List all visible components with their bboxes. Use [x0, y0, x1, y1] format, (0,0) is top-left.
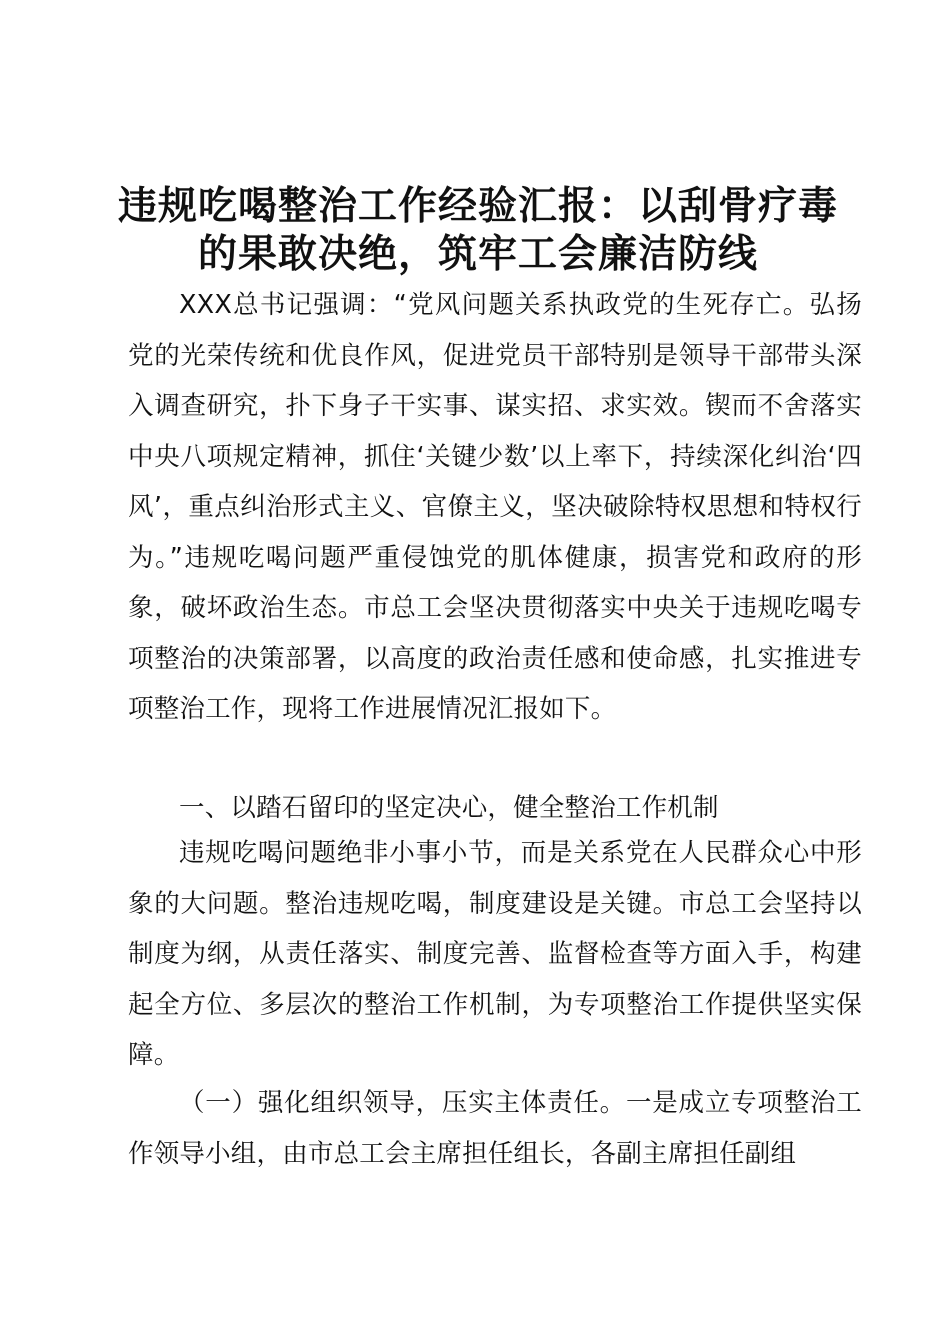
document-title: 违规吃喝整治工作经验汇报：以刮骨疗毒的果敢决绝，筑牢工会廉洁防线 — [117, 183, 838, 277]
section-heading-1: 一、以踏石留印的坚定决心，健全整治工作机制 — [179, 793, 719, 823]
section-1-paragraph: 违规吃喝问题绝非小事小节，而是关系党在人民群众心中形象的大问题。整治违规吃喝，制度建设是关键。市总工会坚持以制度为纲，从责任落实、制度完善、监督检查等方面入手，构建起全方位、多层次的整治工作机制，为专项整治工作提供坚实保障。 — [128, 838, 862, 1070]
intro-paragraph: XXX总书记强调：“党风问题关系执政党的生死存亡。弘扬党的光荣传统和优良作风，促进党员干部特别是领导干部带头深入调查研究，扑下身子干实事、谋实招、求实效。锲而不舍落实中央八项规定精神，抓住‘关键少数’以上率下，持续深化纠治‘四风’，重点纠治形式主义、官僚主义，坚决破除特权思想和特权行为。”违规吃喝问题严重侵蚀党的肌体健康，损害党和政府的形象，破坏政治生态。市总工会坚决贯彻落实中央关于违规吃喝专项整治的决策部署，以高度的政治责任感和使命感，扎实推进专项整治工作，现将工作进展情况汇报如下。 — [128, 290, 862, 724]
subsection-1-paragraph: （一）强化组织领导，压实主体责任。一是成立专项整治工作领导小组，由市总工会主席担任组长，各副主席担任副组 — [128, 1088, 862, 1169]
